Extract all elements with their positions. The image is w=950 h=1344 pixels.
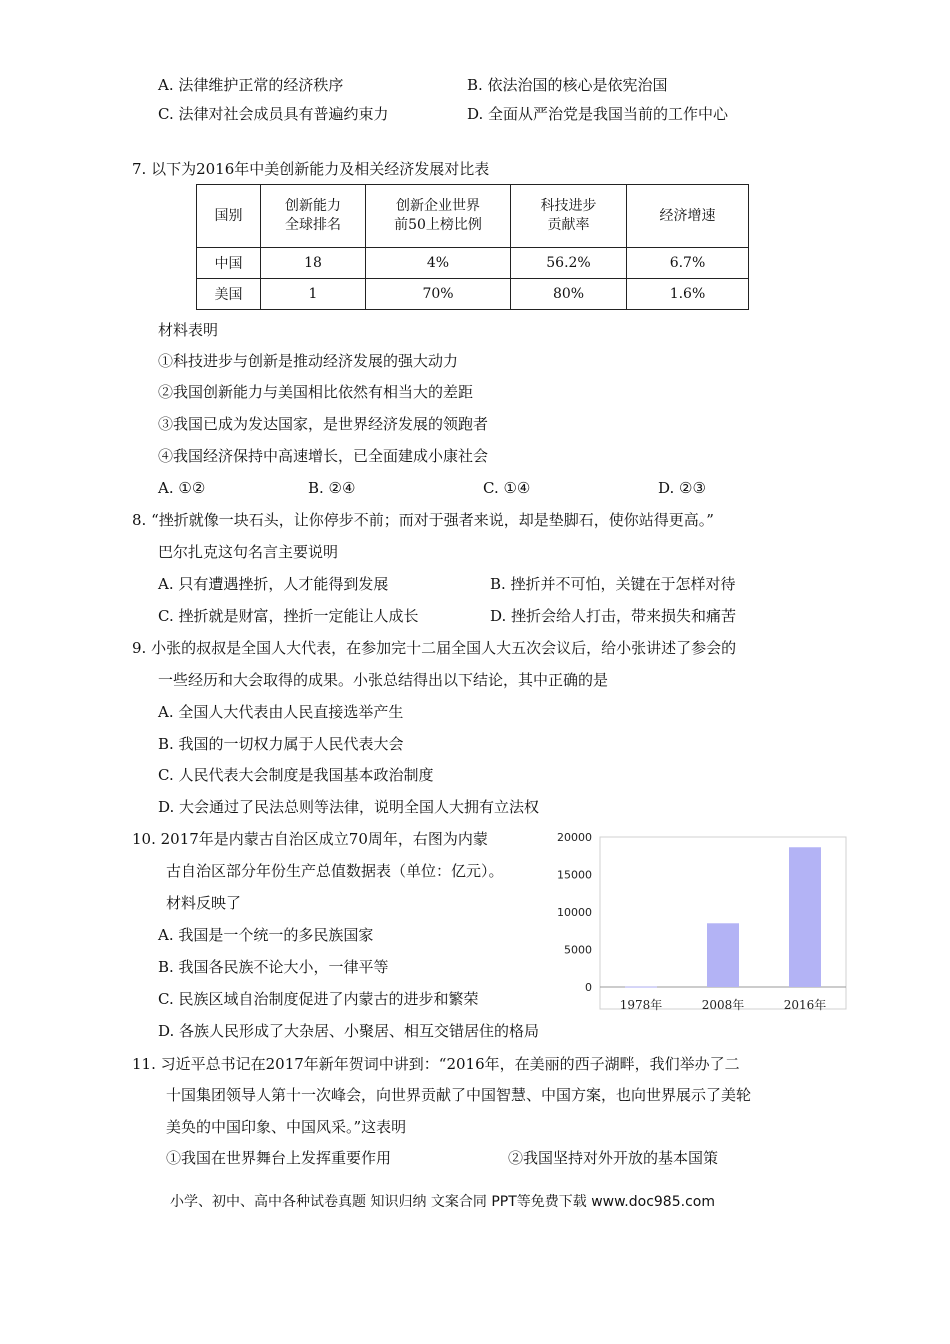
q6-option-a: A. 法律维护正常的经济秩序 — [158, 76, 344, 94]
q8-option-a: A. 只有遭遇挫折，人才能得到发展 — [158, 575, 389, 593]
q10-option-d: D. 各族人民形成了大杂居、小聚居、相互交错居住的格局 — [158, 1022, 540, 1040]
y-tick-label: 0 — [585, 981, 592, 994]
q10-stem-line-3: 材料反映了 — [166, 894, 242, 912]
q7-item-1: ①科技进步与创新是推动经济发展的强大动力 — [158, 352, 459, 370]
q9-option-a: A. 全国人大代表由人民直接选举产生 — [158, 703, 404, 721]
q8-option-b: B. 挫折并不可怕，关键在于怎样对待 — [490, 575, 736, 593]
q6-option-b: B. 依法治国的核心是依宪治国 — [467, 76, 668, 94]
gdp-bar-chart — [548, 825, 848, 1025]
q7-lead: 材料表明 — [158, 321, 219, 339]
q9-option-d: D. 大会通过了民法总则等法律，说明全国人大拥有立法权 — [158, 798, 540, 816]
table-cell: 1.6% — [627, 279, 749, 310]
q7-option-d: D. ②③ — [658, 479, 706, 497]
q11-stem-line-3: 美奂的中国印象、中国风采。”这表明 — [166, 1118, 407, 1136]
table-cell: 1 — [261, 279, 366, 310]
comparison-table — [196, 184, 749, 310]
y-tick-label: 15000 — [557, 868, 592, 882]
q7-stem: 7. 以下为2016年中美创新能力及相关经济发展对比表 — [132, 160, 490, 178]
q7-item-2: ②我国创新能力与美国相比依然有相当大的差距 — [158, 383, 474, 401]
table-header-cell: 科技进步 贡献率 — [511, 185, 627, 248]
table-cell: 中国 — [197, 248, 261, 279]
q8-option-c: C. 挫折就是财富，挫折一定能让人成长 — [158, 607, 419, 625]
q11-stem-line-2: 十国集团领导人第十一次峰会，向世界贡献了中国智慧、中国方案，也向世界展示了美轮 — [166, 1086, 752, 1104]
q7-item-4: ④我国经济保持中高速增长，已全面建成小康社会 — [158, 447, 489, 465]
q10-stem-line-2: 古自治区部分年份生产总值数据表（单位：亿元）。 — [166, 862, 504, 880]
q7-option-c: C. ①④ — [483, 479, 531, 497]
y-tick-label: 20000 — [557, 831, 592, 844]
y-tick-label: 5000 — [564, 943, 592, 957]
q6-option-d: D. 全面从严治党是我国当前的工作中心 — [467, 105, 729, 123]
table-header-cell: 创新企业世界 前50上榜比例 — [366, 185, 511, 248]
x-tick-label: 2008年 — [701, 998, 745, 1012]
q9-option-b: B. 我国的一切权力属于人民代表大会 — [158, 735, 404, 753]
q9-option-c: C. 人民代表大会制度是我国基本政治制度 — [158, 766, 434, 784]
q11-stem-line-1: 11. 习近平总书记在2017年新年贺词中讲到：“2016年，在美丽的西子湖畔，我们举办了二 — [132, 1055, 740, 1073]
table-row — [197, 248, 749, 279]
q9-stem-line-1: 9. 小张的叔叔是全国人大代表，在参加完十二届全国人大五次会议后，给小张讲述了参会的 — [132, 639, 737, 657]
x-tick-label: 2016年 — [783, 998, 827, 1012]
q11-item-2: ②我国坚持对外开放的基本国策 — [508, 1149, 719, 1167]
q7-item-3: ③我国已成为发达国家，是世界经济发展的领跑者 — [158, 415, 489, 433]
x-tick-label: 1978年 — [619, 998, 663, 1012]
q9-stem-line-2: 一些经历和大会取得的成果。小张总结得出以下结论，其中正确的是 — [158, 671, 609, 689]
footer-text: 小学、初中、高中各种试卷真题 知识归纳 文案合同 PPT等免费下载 www.doc985.com — [170, 1194, 715, 1210]
bar — [789, 847, 821, 987]
q7-option-a: A. ①② — [158, 479, 206, 497]
table-header-row — [197, 185, 749, 248]
q10-option-a: A. 我国是一个统一的多民族国家 — [158, 926, 374, 944]
q8-option-d: D. 挫折会给人打击，带来损失和痛苦 — [490, 607, 737, 625]
table-header-cell: 经济增速 — [627, 185, 749, 248]
table-header-cell: 创新能力 全球排名 — [261, 185, 366, 248]
q8-stem-line-1: 8. “挫折就像一块石头，让你停步不前；而对于强者来说，却是垫脚石，使你站得更高。” — [132, 511, 714, 529]
q7-option-b: B. ②④ — [308, 479, 356, 497]
table-row — [197, 279, 749, 310]
q11-item-1: ①我国在世界舞台上发挥重要作用 — [166, 1149, 392, 1167]
table-cell: 6.7% — [627, 248, 749, 279]
q6-option-c: C. 法律对社会成员具有普遍约束力 — [158, 105, 389, 123]
table-cell: 56.2% — [511, 248, 627, 279]
q10-option-c: C. 民族区域自治制度促进了内蒙古的进步和繁荣 — [158, 990, 479, 1008]
q8-stem-line-2: 巴尔扎克这句名言主要说明 — [158, 543, 339, 561]
table-cell: 18 — [261, 248, 366, 279]
table-header-cell: 国别 — [197, 185, 261, 248]
table-cell: 4% — [366, 248, 511, 279]
table-cell: 80% — [511, 279, 627, 310]
q10-option-b: B. 我国各民族不论大小，一律平等 — [158, 958, 389, 976]
table-cell: 70% — [366, 279, 511, 310]
table-cell: 美国 — [197, 279, 261, 310]
q10-stem-line-1: 10. 2017年是内蒙古自治区成立70周年，右图为内蒙 — [132, 830, 488, 848]
y-tick-label: 10000 — [557, 906, 592, 919]
bar — [625, 987, 657, 988]
bar — [707, 923, 739, 987]
